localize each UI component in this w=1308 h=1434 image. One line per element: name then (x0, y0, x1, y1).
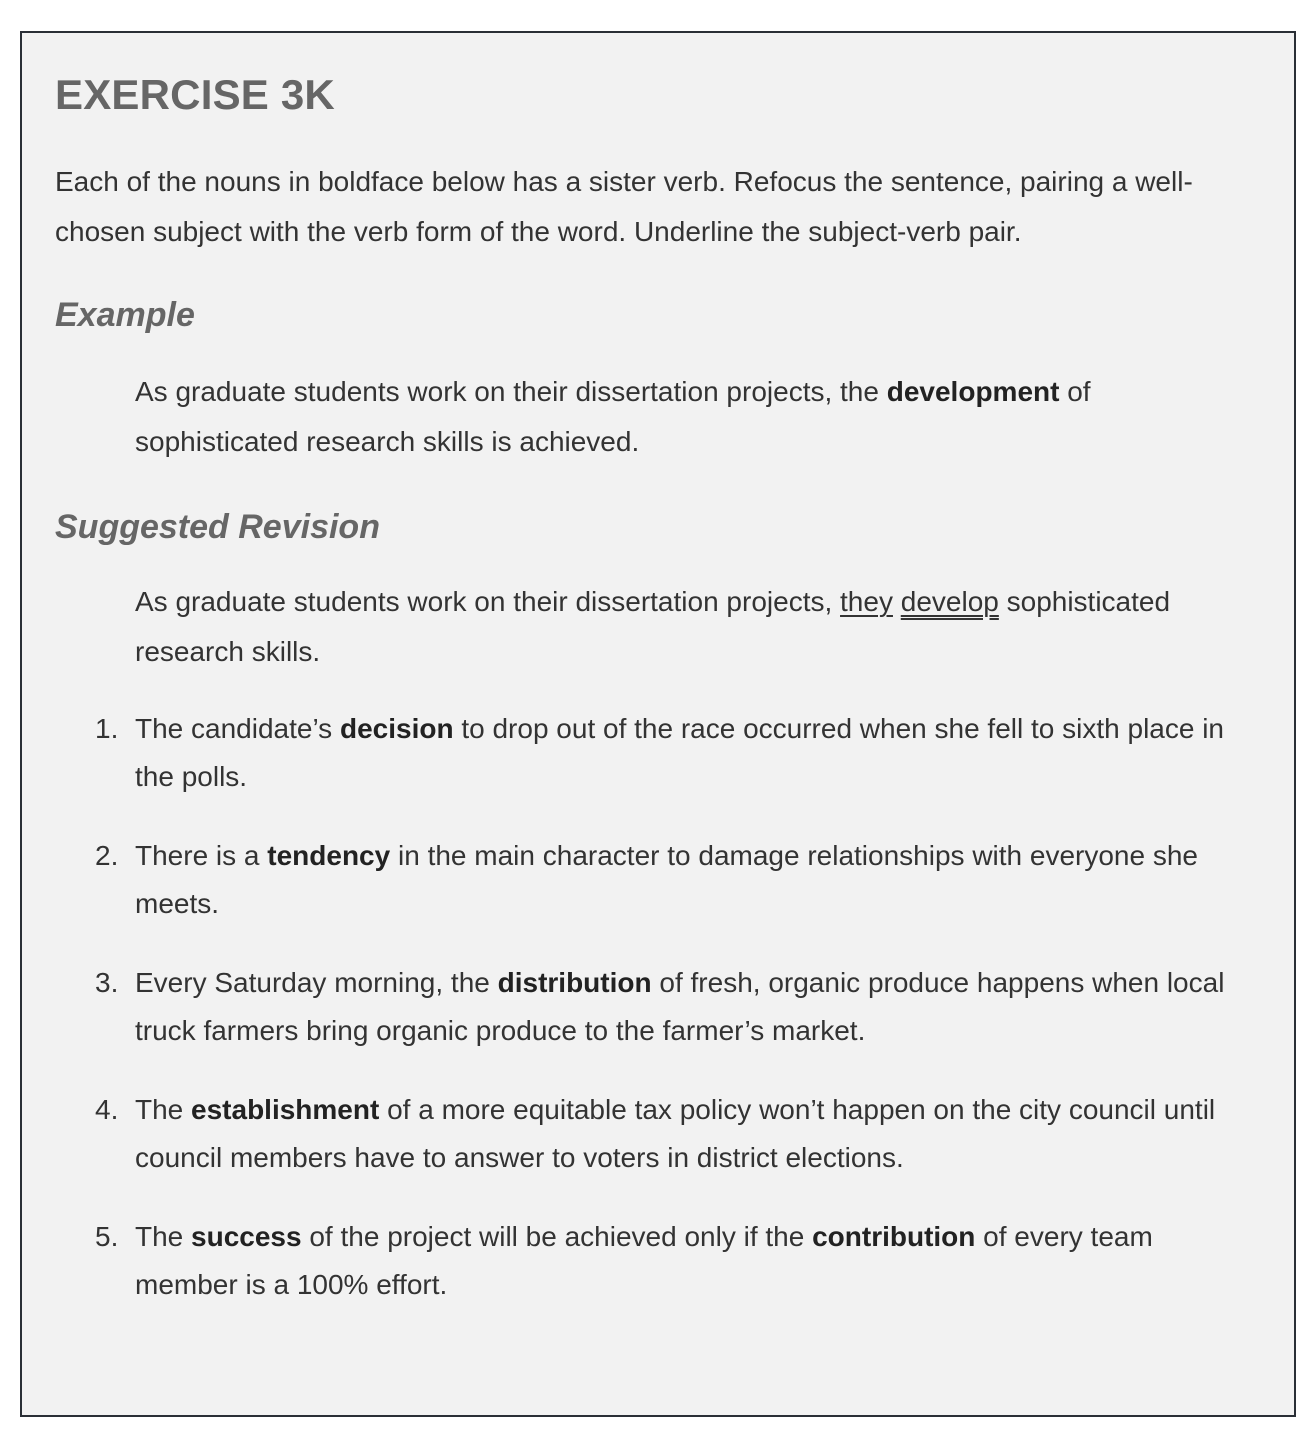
example-text-before: As graduate students work on their dissertation projects, the (135, 376, 887, 407)
item-text: The (135, 1094, 192, 1125)
item-text: of a more equitable tax policy won’t happen on the city council until council members have to answer to voters in district elections. (135, 1094, 1216, 1173)
item-bold-noun: contribution (812, 1221, 976, 1252)
revision-subject: they (840, 586, 893, 617)
item-number: 5. (95, 1221, 119, 1252)
revision-heading: Suggested Revision (55, 508, 380, 546)
list-item (55, 959, 1260, 1055)
instructions: Each of the nouns in boldface below has a sister verb. Refocus the sentence, pairing a well-chosen subject with the verb form of the word. Underline the subject-verb pair. (55, 166, 1193, 247)
item-number: 3. (95, 967, 119, 998)
example-text-after: of sophisticated research skills is achieved. (135, 376, 1091, 457)
item-bold-noun: establishment (191, 1094, 380, 1125)
revision-text-after: sophisticated research skills. (135, 586, 1171, 667)
item-bold-noun: success (191, 1221, 302, 1252)
item-number: 1. (95, 713, 119, 744)
item-text: of the project will be achieved only if the (301, 1221, 813, 1252)
item-text: The (135, 1221, 192, 1252)
exercise-box (20, 31, 1296, 1417)
item-number: 2. (95, 840, 119, 871)
revision-sentence (135, 577, 1260, 677)
item-bold-noun: tendency (267, 840, 391, 871)
example-heading: Example (55, 296, 195, 334)
item-text: of fresh, organic produce happens when local truck farmers bring organic produce to the farmer’s market. (135, 967, 1225, 1046)
item-text: to drop out of the race occurred when she fell to sixth place in the polls. (135, 713, 1224, 792)
list-item (55, 1213, 1260, 1309)
item-text: The candidate’s (135, 713, 340, 744)
exercise-list (55, 705, 1260, 1309)
item-text: of every team member is a 100% effort. (135, 1221, 1153, 1300)
revision-text-before: As graduate students work on their dissertation projects, (135, 586, 841, 617)
item-text: Every Saturday morning, the (135, 967, 498, 998)
item-number: 4. (95, 1094, 119, 1125)
example-sentence (135, 367, 1260, 467)
item-text: in the main character to damage relationships with everyone she meets. (135, 840, 1198, 919)
list-item (55, 1086, 1260, 1182)
exercise-title: EXERCISE 3K (55, 71, 335, 118)
item-text: There is a (135, 840, 268, 871)
example-bold-noun: development (886, 376, 1060, 407)
revision-verb: develop (900, 586, 999, 617)
list-item (55, 705, 1260, 801)
item-bold-noun: distribution (497, 967, 652, 998)
item-bold-noun: decision (339, 713, 454, 744)
list-item (55, 832, 1260, 928)
